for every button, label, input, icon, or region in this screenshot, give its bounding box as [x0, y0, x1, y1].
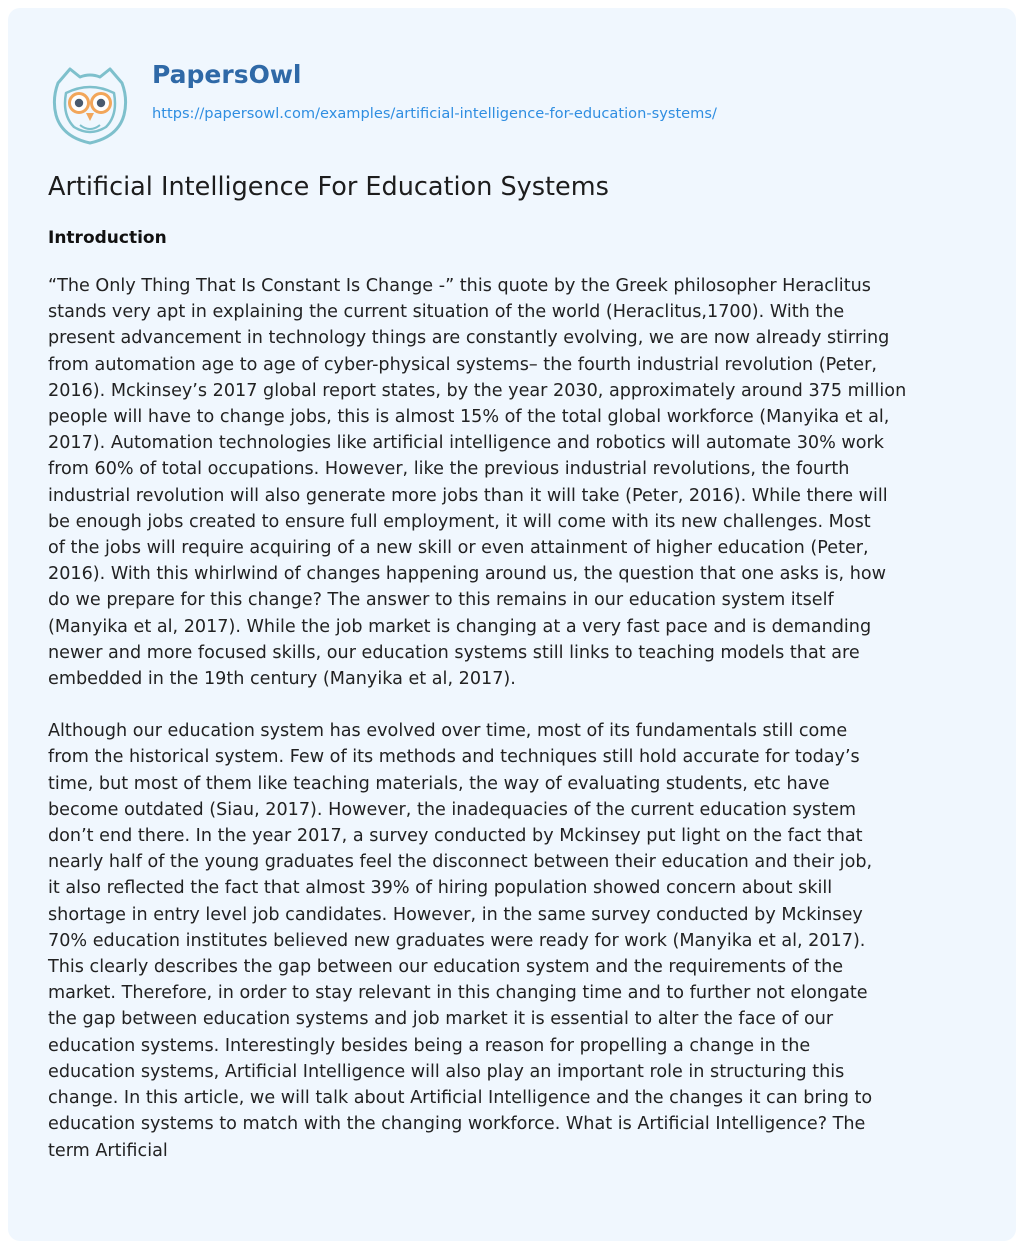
text-line: 2016). Mckinsey’s 2017 global report states, by the year 2030, approximately around 375 million [48, 380, 907, 401]
text-line: 2017). Automation technologies like artificial intelligence and robotics will automate 30% work [48, 433, 884, 454]
text-line: education systems, Artificial Intelligence will also play an important role in structuring this [48, 1061, 845, 1082]
text-line: the gap between education systems and job market it is essential to alter the face of our [48, 1009, 834, 1030]
text-line: education systems. Interestingly besides being a reason for propelling a change in the [48, 1035, 811, 1056]
owl-logo-icon [48, 63, 132, 147]
text-line: people will have to change jobs, this is almost 15% of the total global workforce (Manyika et al, [48, 407, 890, 428]
text-line: “The Only Thing That Is Constant Is Change -” this quote by the Greek philosopher Heraclitus [48, 276, 871, 296]
section-heading: Introduction [48, 228, 167, 248]
text-line: This clearly describes the gap between our education system and the requirements of the [48, 957, 844, 978]
text-line: nearly half of the young graduates feel the disconnect between their education and their job, [48, 852, 873, 873]
text-line: industrial revolution will also generate more jobs than it will take (Peter, 2016). While there will [48, 485, 888, 506]
text-line: shortage in entry level job candidates. However, in the same survey conducted by Mckinsey [48, 904, 863, 925]
text-line: from automation age to age of cyber-physical systems– the fourth industrial revolution (Peter, [48, 354, 877, 375]
text-line: time, but most of them like teaching materials, the way of evaluating students, etc have [48, 773, 830, 794]
text-line: Although our education system has evolved over time, most of its fundamentals still come [48, 721, 848, 742]
brand-name: PapersOwl [152, 60, 302, 89]
text-line: present advancement in technology things are constantly evolving, we are now already stirring [48, 328, 890, 349]
text-line: become outdated (Siau, 2017). However, the inadequacies of the current education system [48, 799, 857, 820]
text-line: term Artificial [48, 1140, 168, 1161]
text-line: of the jobs will require acquiring of a new skill or even attainment of higher education (Peter, [48, 538, 869, 559]
article-body [48, 273, 986, 1190]
paragraph [48, 718, 986, 1163]
text-line: newer and more focused skills, our education systems still links to teaching models that are [48, 642, 860, 663]
text-line: do we prepare for this change? The answer to this remains in our education system itself [48, 590, 834, 611]
text-line: education systems to match with the changing workforce. What is Artificial Intelligence? The [48, 1114, 866, 1135]
text-line: 2016). With this whirlwind of changes happening around us, the question that one asks is, how [48, 564, 887, 585]
text-line: 70% education institutes believed new graduates were ready for work (Manyika et al, 2017). [48, 930, 866, 951]
text-line: market. Therefore, in order to stay relevant in this changing time and to further not elongate [48, 983, 868, 1004]
text-line: (Manyika et al, 2017). While the job market is changing at a very fast pace and is demanding [48, 616, 872, 637]
text-line: from the historical system. Few of its methods and techniques still hold accurate for today’s [48, 747, 860, 768]
article-url-link[interactable]: https://papersowl.com/examples/artificial-intelligence-for-education-systems/ [152, 105, 717, 122]
paragraph [48, 273, 986, 692]
text-line: stands very apt in explaining the current situation of the world (Heraclitus,1700). With the [48, 302, 845, 323]
text-line: don’t end there. In the year 2017, a survey conducted by Mckinsey put light on the fact that [48, 826, 863, 847]
text-line: from 60% of total occupations. However, like the previous industrial revolutions, the fourth [48, 459, 850, 480]
text-line: change. In this article, we will talk about Artificial Intelligence and the changes it can bring to [48, 1088, 873, 1109]
page-title: Artificial Intelligence For Education Systems [48, 172, 609, 202]
text-line: it also reflected the fact that almost 39% of hiring population showed concern about skill [48, 878, 833, 899]
site-header [48, 60, 948, 143]
text-line: embedded in the 19th century (Manyika et al, 2017). [48, 669, 516, 690]
text-line: be enough jobs created to ensure full employment, it will come with its new challenges. Most [48, 511, 871, 532]
